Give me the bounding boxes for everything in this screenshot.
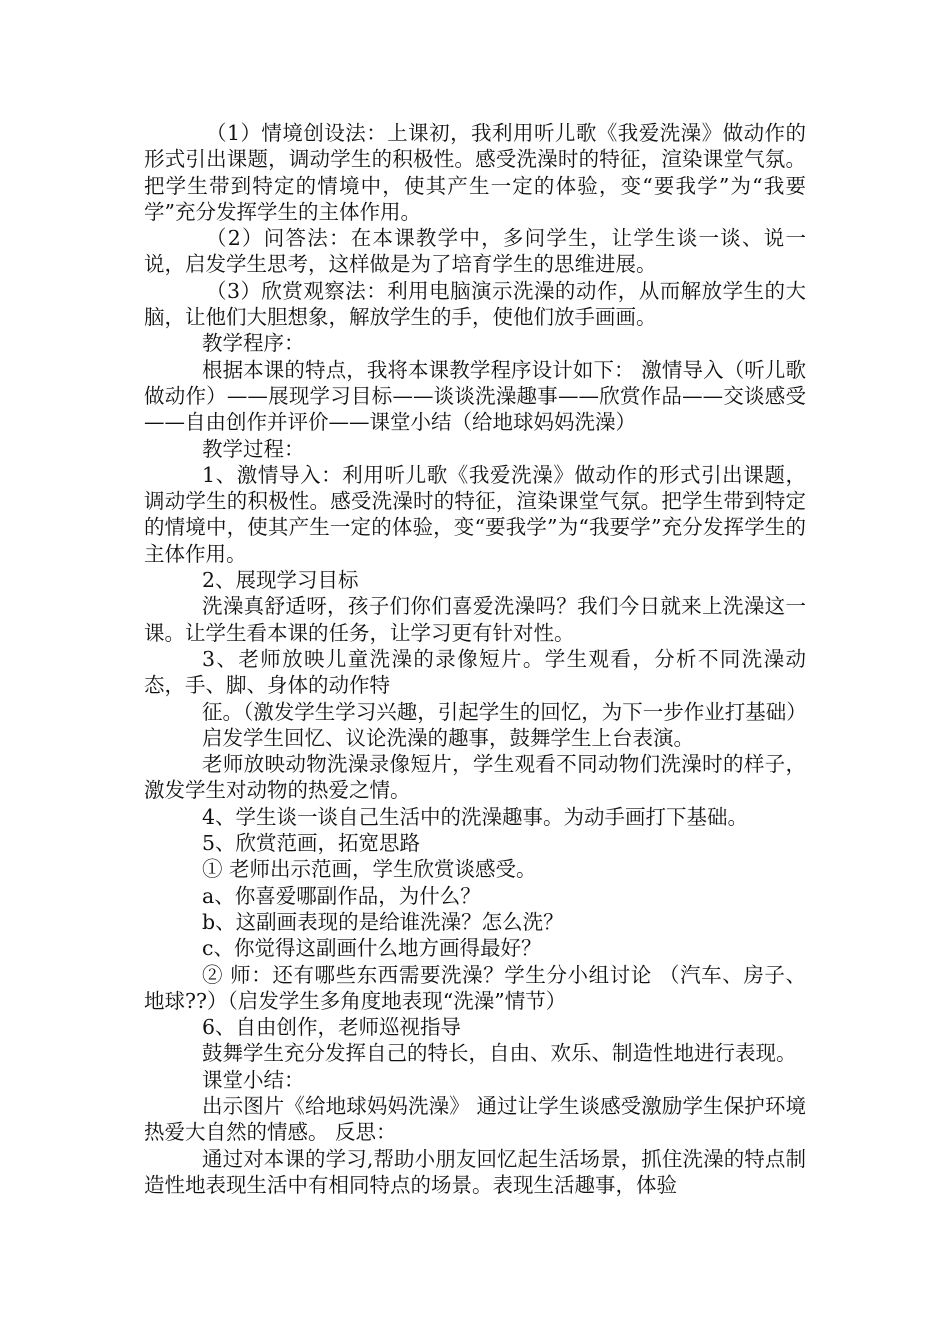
document-body	[144, 120, 806, 1198]
paragraph-animal-video: 老师放映动物洗澡录像短片，学生观看不同动物们洗澡时的样子，激发学生对动物的热爱之情。	[144, 752, 806, 803]
paragraph-step-5: 5、欣赏范画，拓宽思路	[202, 831, 421, 856]
paragraph-step-1: 1、激情导入：利用听儿歌《我爱洗澡》做动作的形式引出课题，调动学生的积极性。感受洗澡时的特征，渲染课堂气氛。把学生带到特定的情境中，使其产生一定的体验，变“要我学”为“我要学”充分发挥学生的主体作用。	[144, 462, 806, 566]
paragraph-step-3-continued: 征。（激发学生学习兴趣，引起学生的回忆，为下一步作业打基础）	[202, 699, 807, 724]
paragraph-step-2: 2、展现学习目标	[202, 568, 359, 593]
paragraph-recall-fun: 启发学生回忆、议论洗澡的趣事，鼓舞学生上台表演。	[202, 725, 694, 750]
paragraph-step-5-item-1: ① 老师出示范画，学生欣赏谈感受。	[202, 857, 537, 882]
paragraph-step-6: 6、自由创作，老师巡视指导	[202, 1015, 462, 1040]
heading-teaching-procedure: 教学程序：	[202, 331, 305, 356]
paragraph-step-6-detail: 鼓舞学生充分发挥自己的特长，自由、欢乐、制造性地进行表现。	[202, 1041, 797, 1066]
paragraph-step-5-item-2: ② 师：还有哪些东西需要洗澡？学生分小组讨论 （汽车、房子、地球??）（启发学生多角度地表现“洗澡”情节）	[144, 962, 806, 1013]
paragraph-situation-method: （1）情境创设法：上课初，我利用听儿歌《我爱洗澡》做动作的形式引出课题，调动学生的积极性。感受洗澡时的特征，渲染课堂气氛。把学生带到特定的情境中，使其产生一定的体验，变“要我学”为“我要学”充分发挥学生的主体作用。	[144, 121, 806, 224]
paragraph-question-b: b、这副画表现的是给谁洗澡？怎么洗？	[202, 909, 564, 934]
heading-class-summary: 课堂小结：	[202, 1067, 305, 1092]
heading-teaching-process: 教学过程：	[202, 436, 305, 461]
paragraph-procedure-design: 根据本课的特点，我将本课教学程序设计如下： 激情导入（听儿歌做动作）——展现学习目标——谈谈洗澡趣事——欣赏作品——交谈感受——自由创作并评价——课堂小结（给地球妈妈洗澡）	[144, 357, 806, 435]
paragraph-summary-detail: 出示图片《给地球妈妈洗澡》 通过让学生谈感受激励学生保护环境热爱大自然的情感。 反思：	[144, 1093, 806, 1145]
paragraph-step-2-detail: 洗澡真舒适呀，孩子们你们喜爱洗澡吗？我们今日就来上洗澡这一课。让学生看本课的任务，让学习更有针对性。	[144, 594, 806, 645]
paragraph-question-c: c、你觉得这副画什么地方画得最好？	[202, 936, 542, 961]
paragraph-qa-method: （2）问答法：在本课教学中，多问学生，让学生谈一谈、说一说，启发学生思考，这样做是为了培育学生的思维进展。	[144, 226, 806, 277]
paragraph-question-a: a、你喜爱哪副作品，为什么？	[202, 883, 481, 908]
paragraph-observation-method: （3）欣赏观察法：利用电脑演示洗澡的动作，从而解放学生的大脑，让他们大胆想象，解放学生的手，使他们放手画画。	[144, 278, 806, 330]
paragraph-step-3: 3、老师放映儿童洗澡的录像短片。学生观看，分析不同洗澡动态，手、脚、身体的动作特	[144, 646, 806, 698]
paragraph-reflection: 通过对本课的学习,帮助小朋友回忆起生活场景，抓住洗澡的特点制造性地表现生活中有相同特点的场景。表现生活趣事，体验	[144, 1146, 806, 1197]
paragraph-step-4: 4、学生谈一谈自己生活中的洗澡趣事。为动手画打下基础。	[202, 804, 749, 829]
